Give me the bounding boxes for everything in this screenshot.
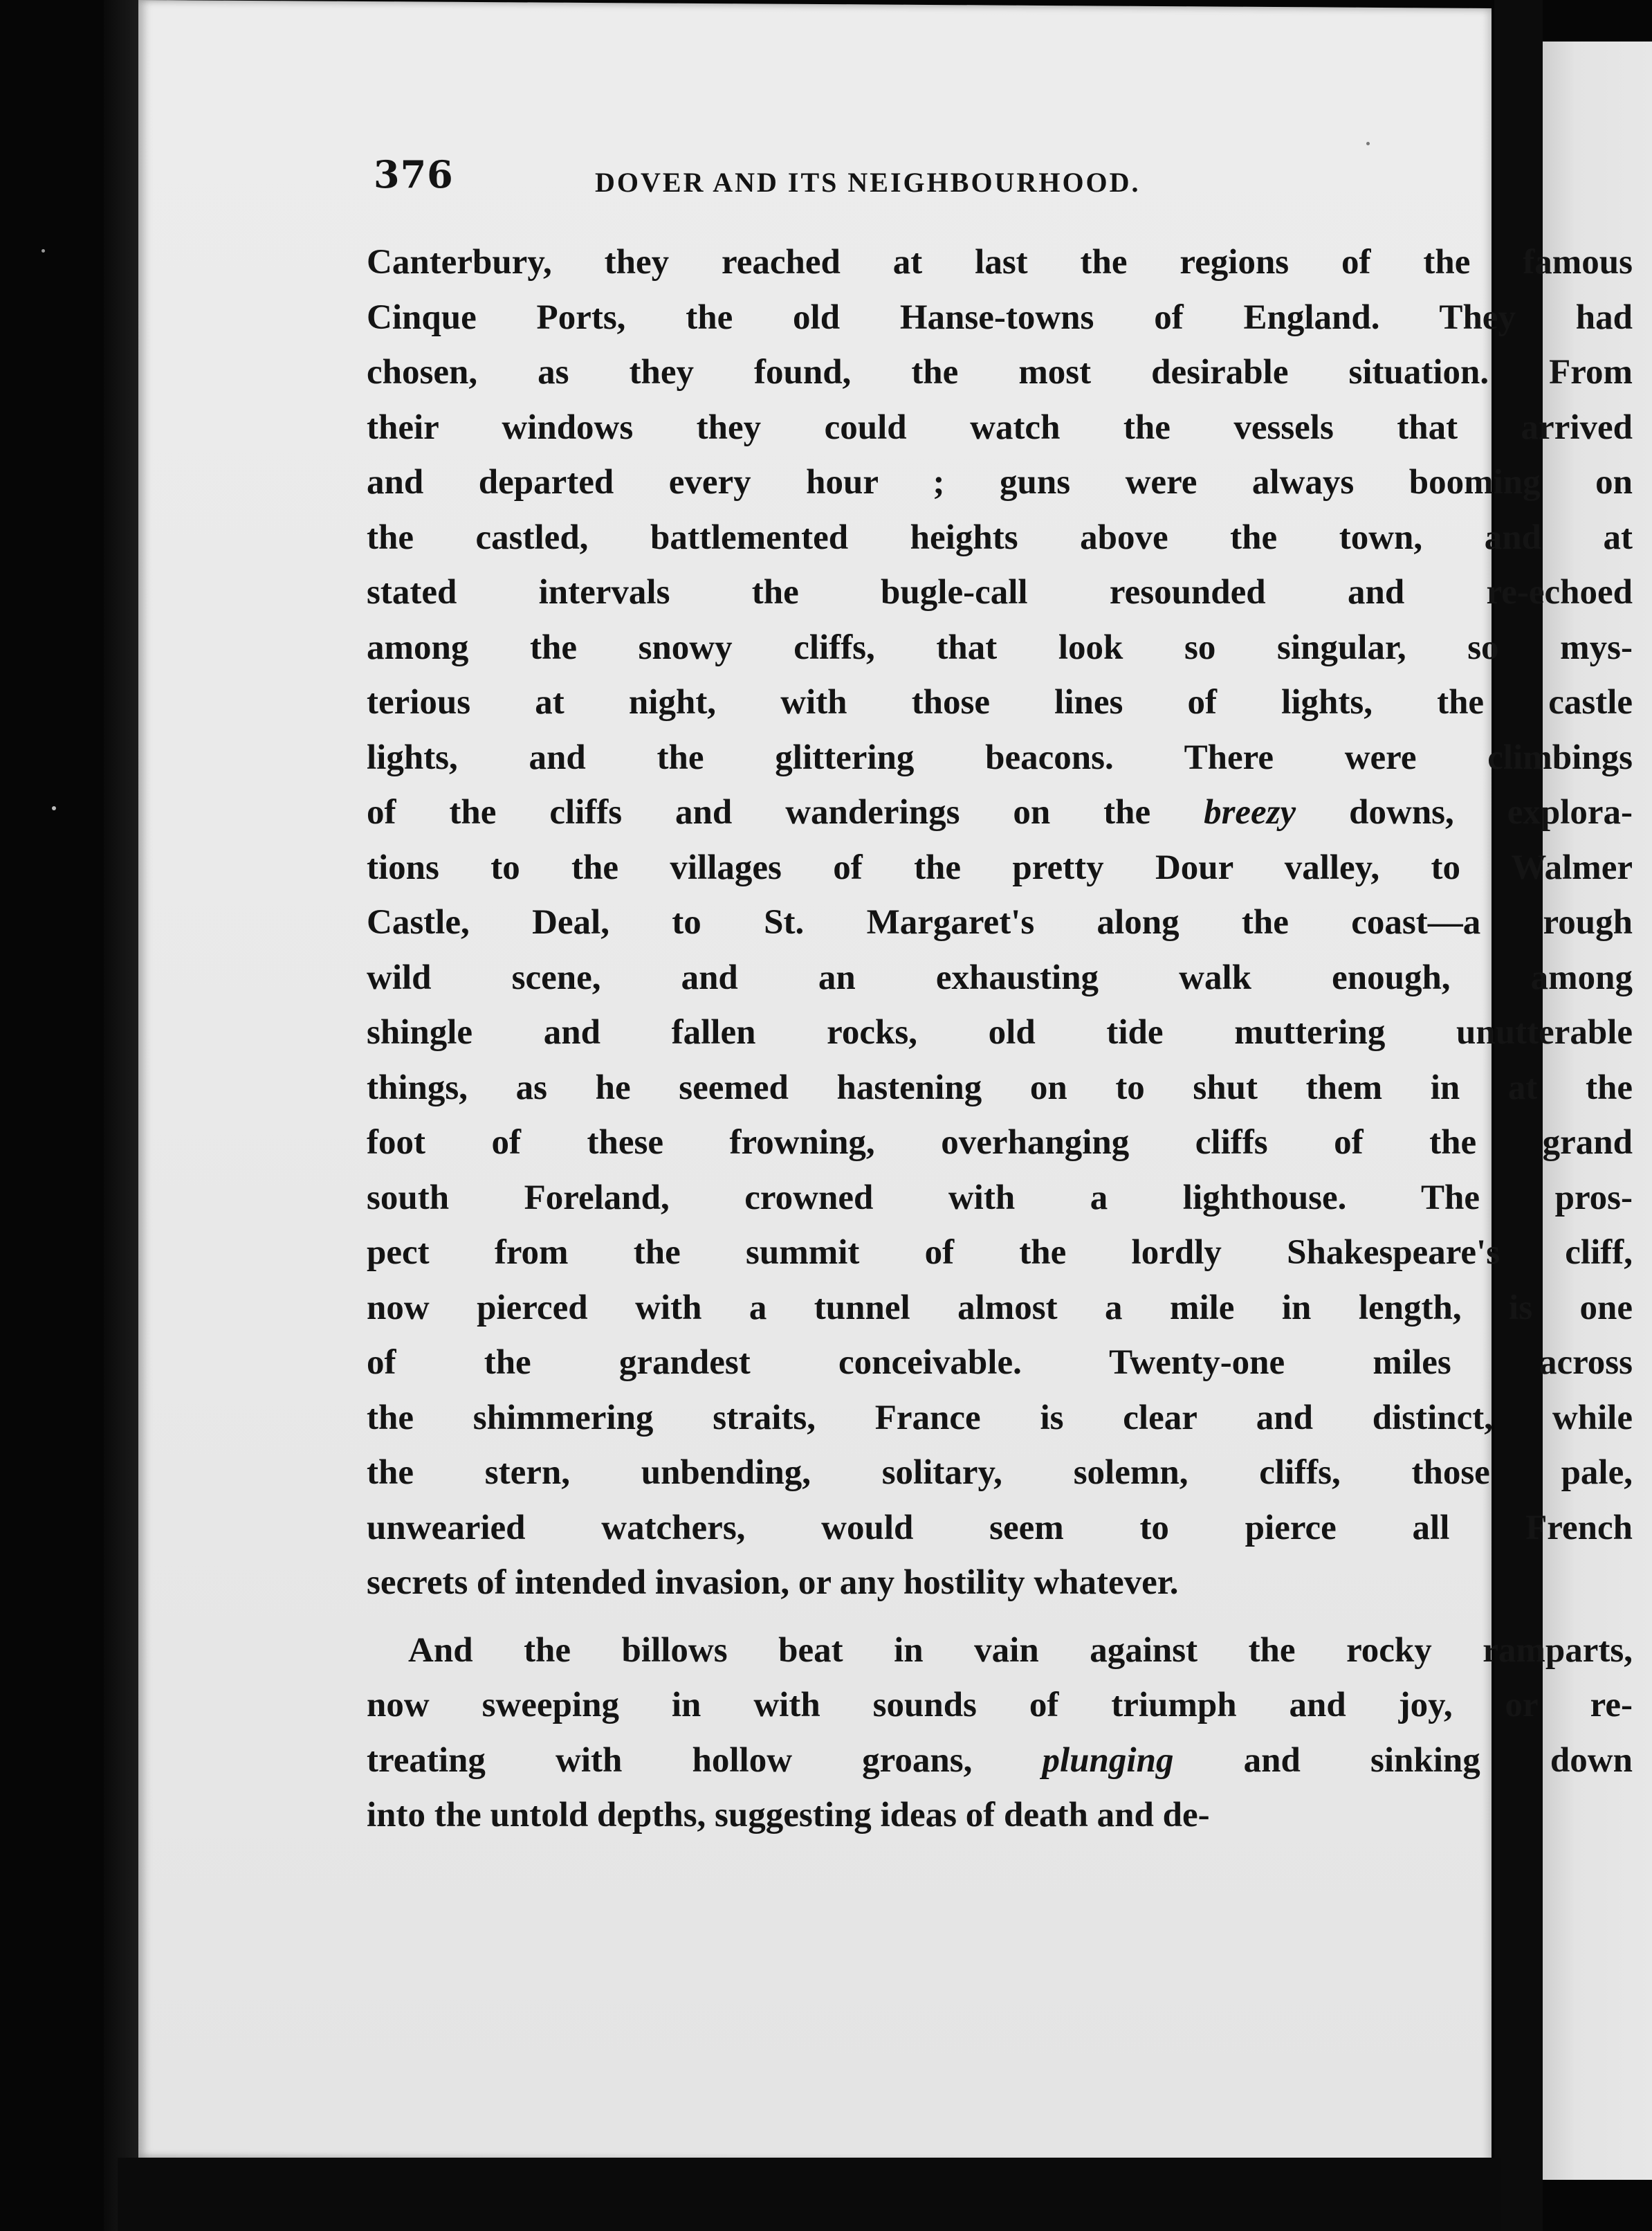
text-line: Castle, Deal, to St. Margaret's along the coast—a rough bbox=[367, 903, 1633, 942]
page-number: 376 bbox=[374, 152, 454, 197]
text-line: Canterbury, they reached at last the regions of the famous bbox=[367, 243, 1633, 282]
text-segment: treating with hollow groans, bbox=[367, 1740, 1043, 1780]
text-line: now pierced with a tunnel almost a mile in length, is one bbox=[367, 1288, 1633, 1327]
text-line: foot of these frowning, overhanging cliffs of the grand bbox=[367, 1123, 1633, 1162]
text-line: now sweeping in with sounds of triumph and joy, or re- bbox=[367, 1686, 1633, 1724]
text-line: unwearied watchers, would seem to pierce all French bbox=[367, 1508, 1633, 1547]
page-header bbox=[208, 131, 1453, 215]
text-line: the stern, unbending, solitary, solemn, cliffs, those pale, bbox=[367, 1453, 1633, 1492]
text-line: secrets of intended invasion, or any hostility whatever. bbox=[367, 1563, 1179, 1602]
scan-speck bbox=[52, 806, 56, 810]
text-line: and departed every hour ; guns were always booming on bbox=[367, 463, 1633, 502]
text-line: of the grandest conceivable. Twenty-one miles across bbox=[367, 1343, 1633, 1382]
text-line: into the untold depths, suggesting ideas of death and de- bbox=[367, 1796, 1210, 1834]
running-head: DOVER AND ITS NEIGHBOURHOOD. bbox=[595, 167, 1141, 198]
italic-word: breezy bbox=[1204, 793, 1296, 832]
text-line: the shimmering straits, France is clear and distinct, while bbox=[367, 1398, 1633, 1437]
text-line bbox=[367, 785, 1633, 841]
text-segment: downs, explora- bbox=[1296, 793, 1633, 832]
text-line: chosen, as they found, the most desirable situation. From bbox=[367, 353, 1633, 392]
scan-speck bbox=[1366, 142, 1370, 145]
text-line bbox=[367, 1733, 1633, 1789]
paragraph-2 bbox=[367, 1623, 1633, 1843]
text-line: shingle and fallen rocks, old tide muttering unutterable bbox=[367, 1013, 1633, 1052]
text-line: among the snowy cliffs, that look so singular, so mys- bbox=[367, 628, 1633, 667]
text-line: terious at night, with those lines of lights, the castle bbox=[367, 683, 1633, 722]
text-line: tions to the villages of the pretty Dour valley, to Walmer bbox=[367, 848, 1633, 887]
italic-word: plunging bbox=[1042, 1740, 1174, 1780]
text-line: stated intervals the bugle-call resounded and re-echoed bbox=[367, 573, 1633, 612]
text-line: the castled, battlemented heights above the town, and at bbox=[367, 518, 1633, 557]
text-line: lights, and the glittering beacons. There were climbings bbox=[367, 738, 1633, 777]
page-bottom-shadow bbox=[118, 2158, 1501, 2231]
text-line: pect from the summit of the lordly Shakespeare's cliff, bbox=[367, 1233, 1633, 1272]
body-text bbox=[367, 235, 1633, 1843]
text-line: Cinque Ports, the old Hanse-towns of England. They had bbox=[367, 298, 1633, 337]
text-line: south Foreland, crowned with a lighthouse. The pros- bbox=[367, 1178, 1633, 1217]
text-segment: of the cliffs and wanderings on the bbox=[367, 793, 1204, 832]
text-segment: and sinking down bbox=[1173, 1740, 1633, 1780]
text-line: And the billows beat in vain against the rocky ramparts, bbox=[408, 1630, 1633, 1670]
text-line: their windows they could watch the vessels that arrived bbox=[367, 408, 1633, 447]
text-line: things, as he seemed hastening on to shut them in at the bbox=[367, 1068, 1633, 1107]
page-content bbox=[208, 131, 1633, 1834]
scan-speck bbox=[42, 249, 45, 253]
text-line: wild scene, and an exhausting walk enough, among bbox=[367, 958, 1633, 997]
paragraph-1 bbox=[367, 235, 1633, 1611]
